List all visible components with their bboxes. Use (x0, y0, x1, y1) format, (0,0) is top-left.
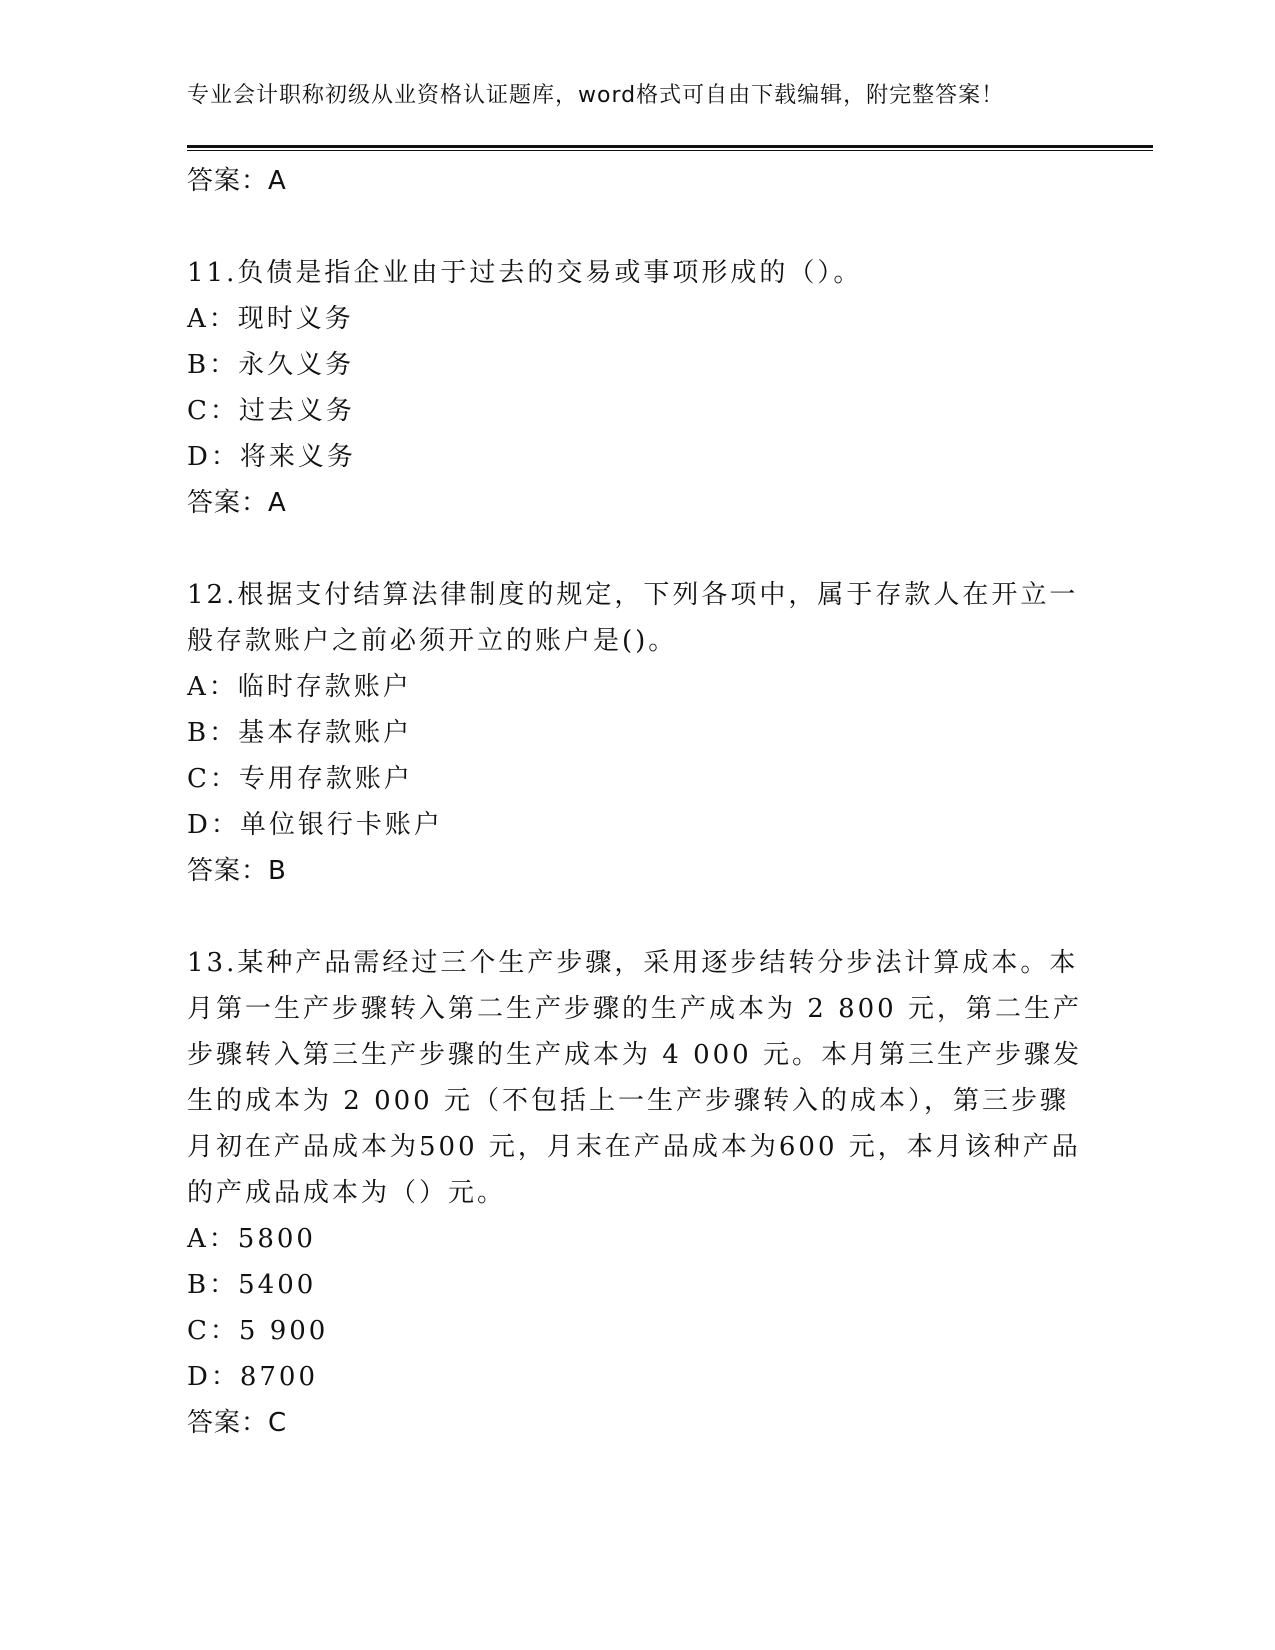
option-b: B：永久义务 (187, 350, 355, 380)
question-stem-line: 月初在产品成本为500 元，月末在产品成本为600 元，本月该种产品 (187, 1132, 1081, 1162)
question-stem-line: 12.根据支付结算法律制度的规定，下列各项中，属于存款人在开立一 (187, 580, 1079, 610)
option-a: A：临时存款账户 (187, 672, 412, 702)
option-b: B：基本存款账户 (187, 718, 413, 748)
question-stem-line: 月第一生产步骤转入第二生产步骤的生产成本为 2 800 元，第二生产 (187, 994, 1082, 1024)
option-d: D：8700 (187, 1362, 319, 1392)
option-c: C：过去义务 (187, 396, 355, 426)
option-a: A：5800 (187, 1224, 316, 1254)
answer: 答案：C (187, 1408, 288, 1438)
answer: 答案：A (187, 488, 287, 518)
option-a: A：现时义务 (187, 304, 354, 334)
header-rule-thick (187, 145, 1153, 148)
previous-answer: 答案：A (187, 166, 287, 196)
question-stem-line: 13.某种产品需经过三个生产步骤，采用逐步结转分步法计算成本。本 (187, 948, 1079, 978)
answer: 答案：B (187, 856, 287, 886)
option-d: D：将来义务 (187, 442, 356, 472)
option-c: C：专用存款账户 (187, 764, 413, 794)
question-stem-line: 步骤转入第三生产步骤的生产成本为 4 000 元。本月第三生产步骤发 (187, 1040, 1082, 1070)
question-stem-line: 的产成品成本为（）元。 (187, 1178, 507, 1208)
option-c: C：5 900 (187, 1316, 329, 1346)
document-body (187, 158, 1087, 1446)
question-stem: 11.负债是指企业由于过去的交易或事项形成的（）。 (187, 258, 863, 288)
option-d: D：单位银行卡账户 (187, 810, 443, 840)
page-header: 专业会计职称初级从业资格认证题库，word格式可自由下载编辑，附完整答案！ (187, 83, 1005, 108)
question-11 (187, 250, 1087, 526)
question-stem-line: 生的成本为 2 000 元（不包括上一生产步骤转入的成本），第三步骤 (187, 1086, 1069, 1116)
question-stem-line: 般存款账户之前必须开立的账户是()。 (187, 626, 678, 656)
question-13 (187, 940, 1087, 1446)
option-b: B：5400 (187, 1270, 317, 1300)
question-12 (187, 572, 1087, 894)
header-rule-thin (187, 150, 1153, 151)
